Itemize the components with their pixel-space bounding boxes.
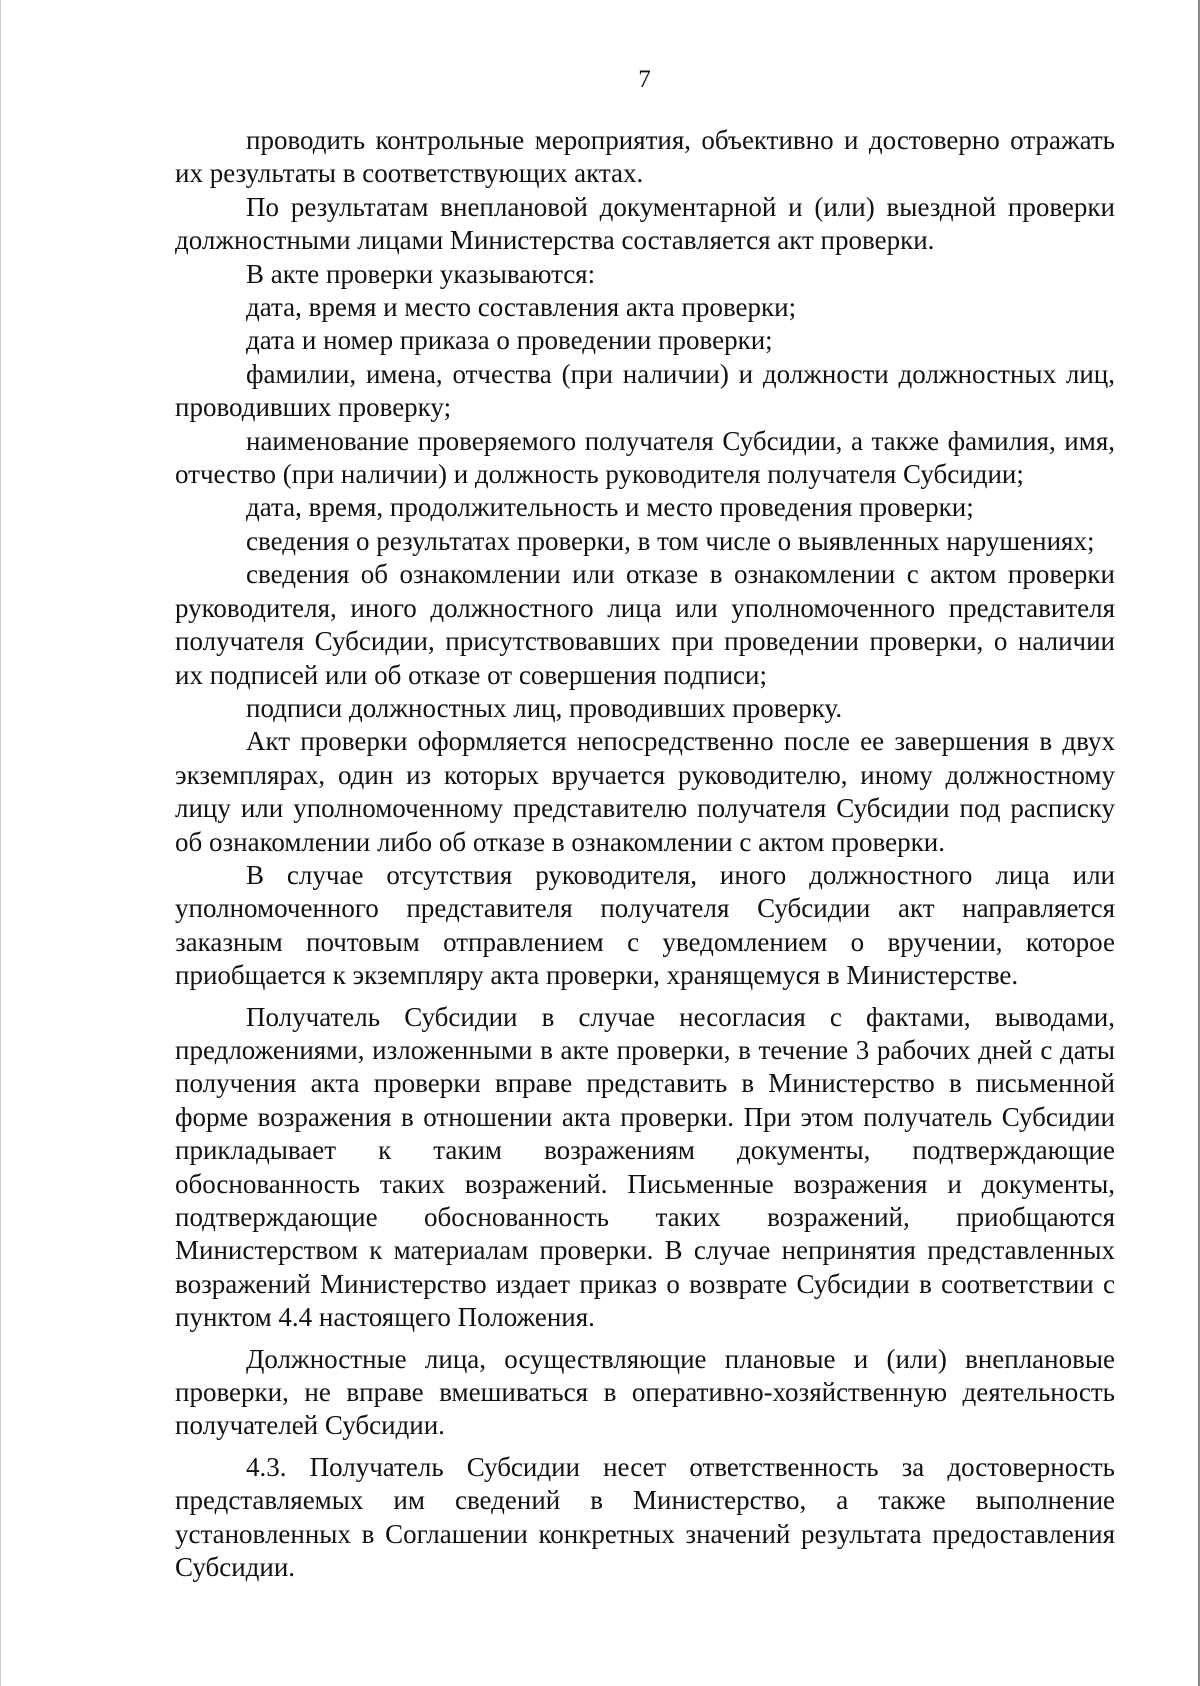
paragraph: В акте проверки указываются: bbox=[246, 258, 596, 289]
paragraph: сведения о результатах проверки, в том числе о выявленных нарушениях; bbox=[246, 525, 1095, 556]
paragraph: Получатель Субсидии в случае несогласия с фактами, выводами, предложениями, изложенными в акте проверки, в течение 3 рабочих дней с даты получения акта проверки вправе представить в Министерство в письменной форме возражения в отношении акта проверки. При этом получатель Субсидии прикладывает к таким возражениям документы, подтверждающие обоснованность таких возражений. Письменные возражения и документы, подтверждающие обоснованность таких возражений, приобщаются Министерством к материалам проверки. В случае непринятия представленных возражений Министерство издает приказ о возврате Субсидии в соответствии с пунктом 4.4 настоящего Положения. bbox=[175, 1001, 1115, 1333]
paragraph: проводить контрольные мероприятия, объективно и достоверно отражать их результаты в соответствующих актах. bbox=[175, 125, 1115, 189]
paragraph: В случае отсутствия руководителя, иного должностного лица или уполномоченного представителя получателя Субсидии акт направляется заказным почтовым отправлением с уведомлением о вручении, которое приобщается к экземпляру акта проверки, хранящемуся в Министерстве. bbox=[175, 859, 1115, 991]
paragraph: По результатам внеплановой документарной и (или) выездной проверки должностными лицами Министерства составляется акт проверки. bbox=[175, 191, 1115, 256]
page-number: 7 bbox=[638, 66, 651, 93]
paragraph: дата и номер приказа о проведении проверки; bbox=[246, 325, 773, 356]
paragraph: 4.3. Получатель Субсидии несет ответственность за достоверность представляемых им сведений в Министерство, а также выполнение установленных в Соглашении конкретных значений результата предоставления Субсидии. bbox=[175, 1451, 1115, 1583]
paragraph: Акт проверки оформляется непосредственно после ее завершения в двух экземплярах, один из которых вручается руководителю, иному должностному лицу или уполномоченному представителю получателя Субсидии под расписку об ознакомлении либо об отказе в ознакомлении с актом проверки. bbox=[175, 726, 1115, 857]
paragraph: фамилии, имена, отчества (при наличии) и должности должностных лиц, проводивших проверку; bbox=[175, 358, 1115, 423]
paragraph: сведения об ознакомлении или отказе в ознакомлении с актом проверки руководителя, иного должностного лица или уполномоченного представителя получателя Субсидии, присутствовавших при проведении проверки, о наличии их подписей или об отказе от совершения подписи; bbox=[175, 559, 1115, 690]
paragraph: дата, время и место составления акта проверки; bbox=[246, 292, 797, 323]
document-body bbox=[175, 124, 1115, 1584]
paragraph: наименование проверяемого получателя Субсидии, а также фамилия, имя, отчество (при наличии) и должность руководителя получателя Субсидии; bbox=[175, 425, 1115, 490]
paragraph: подписи должностных лиц, проводивших проверку. bbox=[246, 692, 843, 723]
paragraph: дата, время, продолжительность и место проведения проверки; bbox=[246, 492, 974, 523]
paragraph: Должностные лица, осуществляющие плановые и (или) внеплановые проверки, не вправе вмешиваться в оперативно-хозяйственную деятельность получателей Субсидии. bbox=[175, 1343, 1115, 1441]
